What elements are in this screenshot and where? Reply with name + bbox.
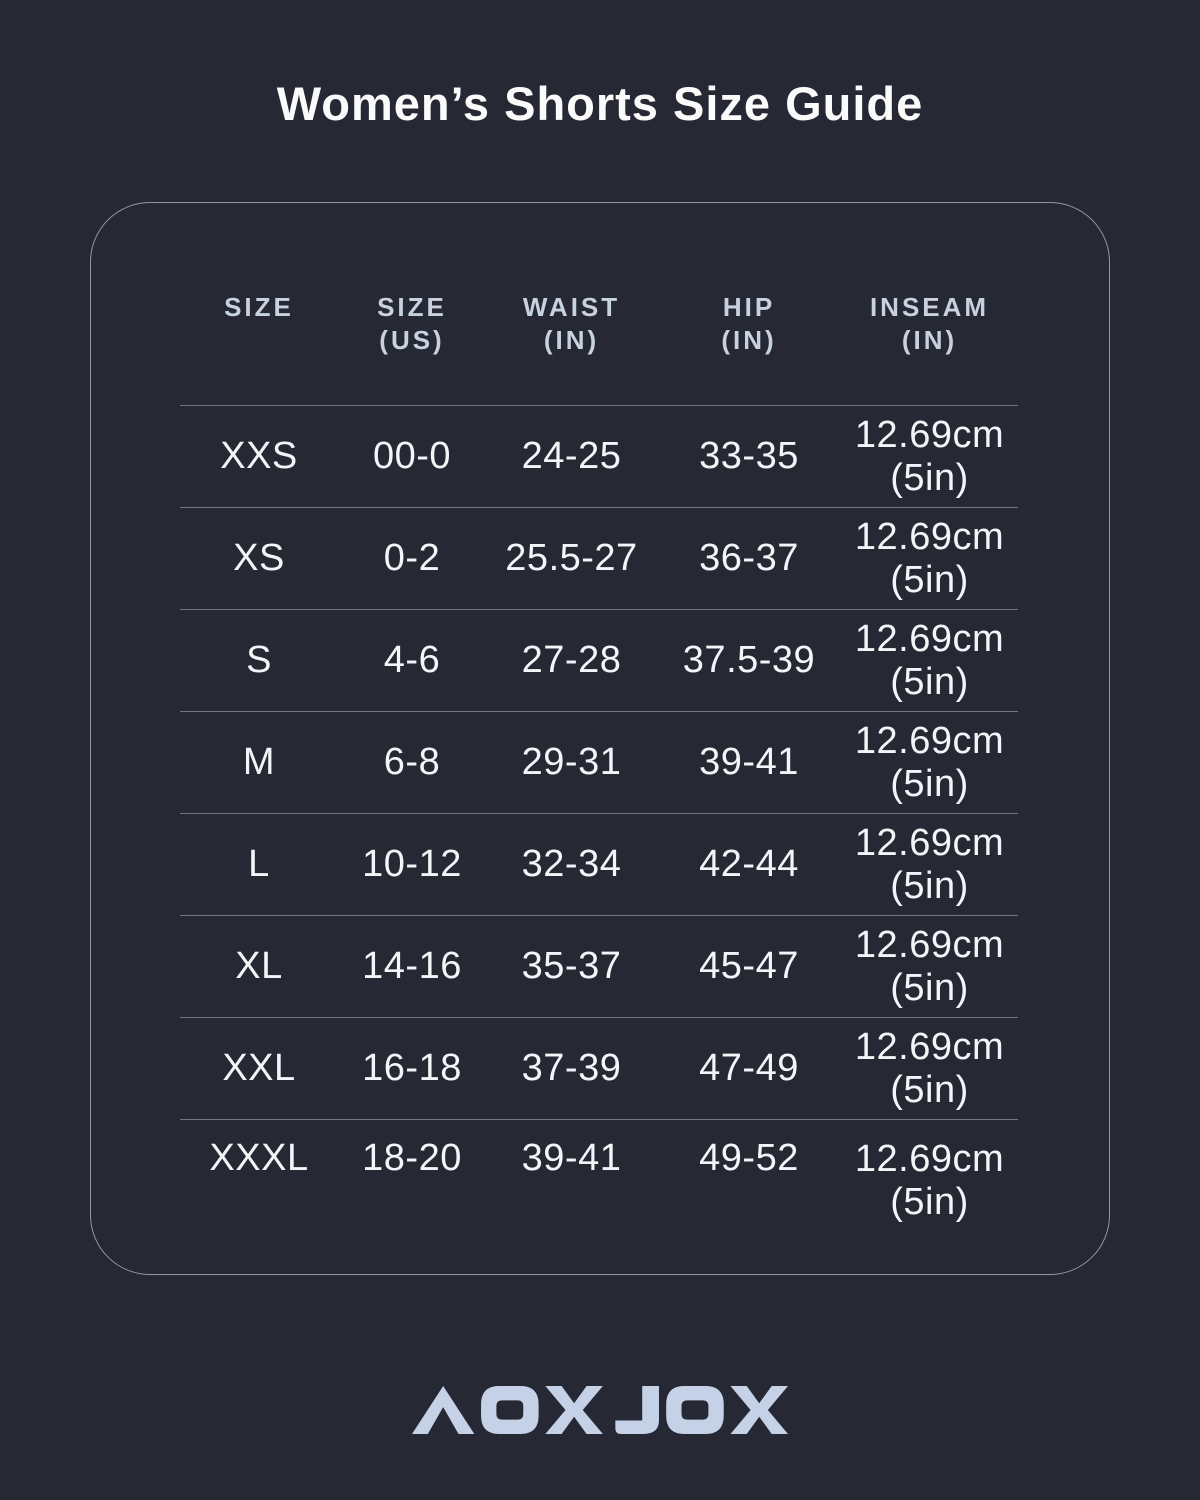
header-line1: HIP xyxy=(722,292,776,322)
inseam-value xyxy=(841,1017,1018,1119)
us-size-value: 0-2 xyxy=(338,507,486,609)
us-size-value: 16-18 xyxy=(338,1017,486,1119)
column-header-size-us xyxy=(338,203,486,405)
inseam-cm: 12.69cm xyxy=(854,719,1005,762)
waist-value: 27-28 xyxy=(486,609,657,711)
header-line1: INSEAM xyxy=(869,292,990,322)
hip-value: 37.5-39 xyxy=(657,609,841,711)
header-line2: (US) xyxy=(379,324,445,355)
size-label: XXL xyxy=(180,1017,338,1119)
header-line2: (IN) xyxy=(901,324,958,355)
header-line2: (IN) xyxy=(721,324,777,355)
hip-value: 49-52 xyxy=(657,1119,841,1269)
hip-value: 36-37 xyxy=(657,507,841,609)
us-size-value: 00-0 xyxy=(338,405,486,507)
header-line1: SIZE xyxy=(377,292,447,322)
inseam-value xyxy=(841,915,1018,1017)
inseam-cm: 12.69cm xyxy=(854,821,1005,864)
inseam-value xyxy=(841,405,1018,507)
hip-value: 39-41 xyxy=(657,711,841,813)
hip-value: 33-35 xyxy=(657,405,841,507)
page-title: Women’s Shorts Size Guide xyxy=(276,77,924,130)
inseam-cm: 12.69cm xyxy=(854,515,1005,558)
waist-value: 24-25 xyxy=(486,405,657,507)
inseam-cm: 12.69cm xyxy=(854,1025,1005,1068)
size-label: XXS xyxy=(180,405,338,507)
waist-value: 39-41 xyxy=(486,1119,657,1269)
inseam-value xyxy=(841,507,1018,609)
inseam-in: (5in) xyxy=(890,864,969,907)
header-line2: (IN) xyxy=(543,324,600,355)
size-table xyxy=(180,203,1018,1269)
header-line1: SIZE xyxy=(224,292,294,322)
inseam-in: (5in) xyxy=(890,762,969,805)
inseam-in: (5in) xyxy=(890,558,969,601)
column-header-waist xyxy=(486,203,657,405)
us-size-value: 6-8 xyxy=(338,711,486,813)
inseam-value xyxy=(841,1119,1018,1269)
inseam-in: (5in) xyxy=(890,1068,969,1111)
inseam-in: (5in) xyxy=(890,1180,969,1223)
waist-value: 37-39 xyxy=(486,1017,657,1119)
inseam-in: (5in) xyxy=(890,966,969,1009)
waist-value: 29-31 xyxy=(486,711,657,813)
column-header-inseam xyxy=(841,203,1018,405)
size-table-panel xyxy=(90,202,1110,1275)
size-label: M xyxy=(180,711,338,813)
column-header-size xyxy=(180,203,338,405)
inseam-in: (5in) xyxy=(890,660,969,703)
us-size-value: 18-20 xyxy=(338,1119,486,1269)
column-header-hip xyxy=(657,203,841,405)
waist-value: 35-37 xyxy=(486,915,657,1017)
size-label: S xyxy=(180,609,338,711)
inseam-cm: 12.69cm xyxy=(854,1138,1005,1180)
header-line1: WAIST xyxy=(522,292,621,322)
hip-value: 47-49 xyxy=(657,1017,841,1119)
waist-value: 25.5-27 xyxy=(486,507,657,609)
inseam-value xyxy=(841,609,1018,711)
size-label: XXXL xyxy=(180,1119,338,1269)
us-size-value: 10-12 xyxy=(338,813,486,915)
size-label: L xyxy=(180,813,338,915)
hip-value: 45-47 xyxy=(657,915,841,1017)
inseam-cm: 12.69cm xyxy=(854,617,1005,660)
size-label: XL xyxy=(180,915,338,1017)
inseam-cm: 12.69cm xyxy=(854,923,1005,966)
inseam-value xyxy=(841,813,1018,915)
brand-logo xyxy=(0,1386,1200,1434)
inseam-cm: 12.69cm xyxy=(854,413,1005,456)
hip-value: 42-44 xyxy=(657,813,841,915)
waist-value: 32-34 xyxy=(486,813,657,915)
inseam-in: (5in) xyxy=(890,456,969,499)
aoxjox-logo-icon xyxy=(412,1386,788,1434)
us-size-value: 14-16 xyxy=(338,915,486,1017)
us-size-value: 4-6 xyxy=(338,609,486,711)
size-label: XS xyxy=(180,507,338,609)
inseam-value xyxy=(841,711,1018,813)
